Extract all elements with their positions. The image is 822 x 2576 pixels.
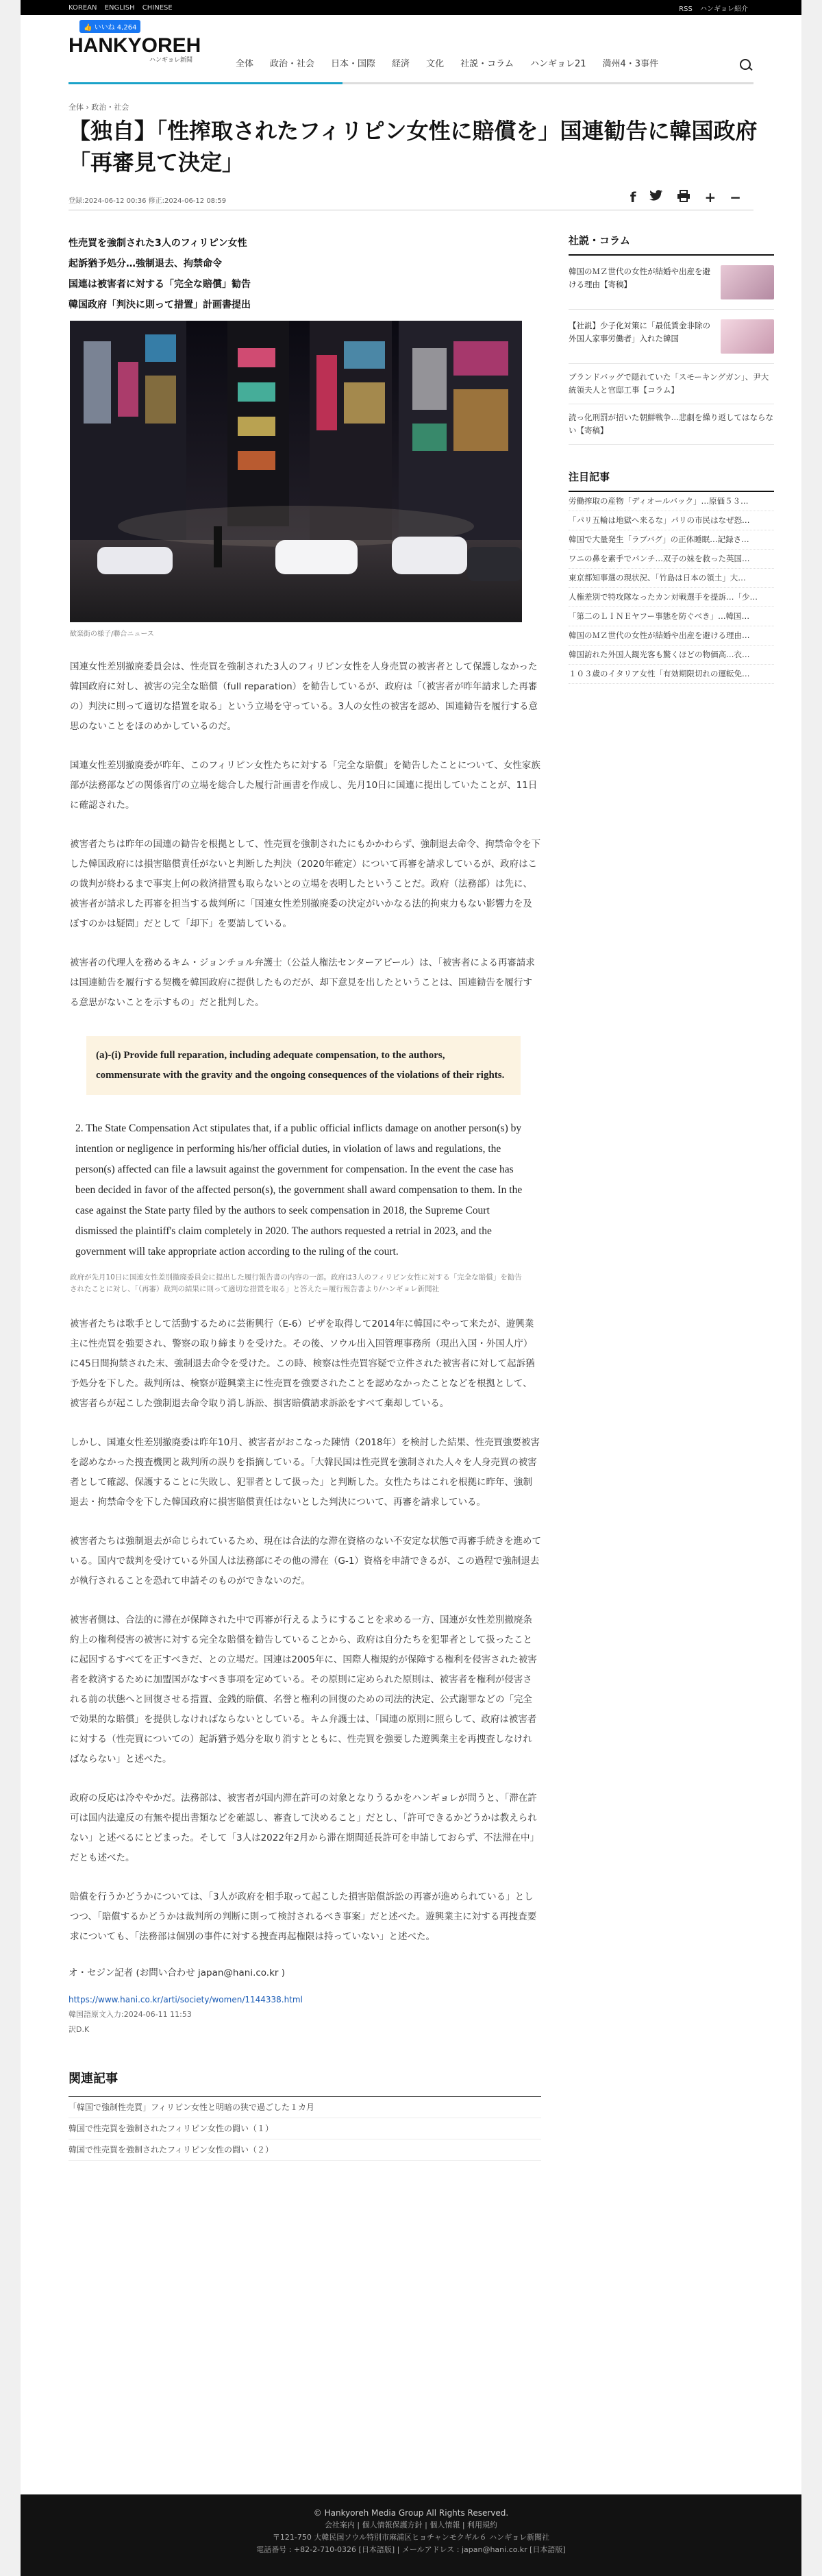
subtitle-line: 性売買を強制された3人のフィリピン女性 (68, 238, 247, 249)
quote-text: 2. The State Compensation Act stipulates that, if a public official inflicts damage on another person(s) by intention or negligence in performing his/her official duties, in violation of laws and regulations, the person(s) affected can file a lawsuit against the government for compensation. In the event the case has been decided in favor of the affected person(s), the government shall award compensation to them. In the case against the State party filed by the authors to seek compensation in 2018, the Supreme Court dismissed the plaintiff's claim completely in 2020. The authors requested a retrial in 2023, and the government will take appropriate action according to the ruling of the court. (75, 1123, 523, 1258)
related-articles (68, 2069, 541, 2161)
translator: 訳D.K (68, 2025, 90, 2034)
related-title: 関連記事 (68, 2069, 541, 2097)
site-footer (21, 2494, 801, 2576)
top-bar (21, 0, 801, 15)
nav-item-economy[interactable]: 経済 (392, 59, 410, 69)
nav-item-japan-intl[interactable]: 日本・国際 (331, 59, 376, 69)
footer-address: 〒121-750 大韓民国ソウル特別市麻浦区ヒョチャンモクギル６ ハンギョレ新聞社 (272, 2533, 550, 2542)
attention-item[interactable]: 韓国のＭＺ世代の女性が結婚や出産を避ける理由… (569, 626, 774, 646)
column-item-title: 【社説】少子化対策に「最低賃金非除の外国人家事労働者」入れた韓国 (569, 321, 710, 343)
article-paragraph: 政府の反応は冷ややかだ。法務部は、被害者が国内滞在許可の対象となりうるかをハンギョレが問うと、「滞在許可は国内法違反の有無や提出書類などを確認し、審査して決めること」だとし、「許可できるかどうかは教えられない」と述べるにとどまった。そして「3人は2022年2月から滞在期間延長許可を申請しておらず、不法滞在中」だとも述べた。 (70, 1793, 539, 1863)
article-body (68, 233, 541, 2161)
about-link[interactable]: ハンギョレ紹介 (700, 5, 748, 13)
article-subtitles (68, 233, 541, 315)
font-decrease-icon[interactable]: − (730, 189, 741, 206)
breadcrumb[interactable]: 全体 › 政治・社会 (68, 103, 129, 112)
source-date: 韓国語原文入力:2024-06-11 11:53 (68, 2010, 192, 2019)
article-paragraph: しかし、国連女性差別撤廃委は昨年10月、被害者がおこなった陳情（2018年）を検討した結果、性売買強要被害を認めなかった捜査機関と裁判所の誤りを指摘している。「大韓民国は性売買を強制された人々を人身売買の被害者として確認、保護することに失敗し、犯罪者として扱った」と判断した。女性たちはこれを根拠に昨年、強制退去・拘禁命令を下した韓国政府に損害賠償責任はないとした判決について、再審を請求している。 (70, 1437, 540, 1508)
photo-caption: 歓楽街の様子/聯合ニュース (70, 630, 154, 638)
attention-item[interactable]: 東京都知事選の現状況、「竹島は日本の領土」大… (569, 569, 774, 588)
quote-box: (a)-(i) Provide full reparation, including adequate compensation, to the authors, commensurate with the gravity and the ongoing consequences of the violations of their rights. (86, 1036, 521, 1095)
site-header (21, 15, 801, 89)
nav-item-hankyoreh21[interactable]: ハンギョレ21 (530, 59, 586, 69)
facebook-like-button[interactable]: 👍 いいね 4,264 (79, 20, 140, 33)
nav-item-jeju43[interactable]: 満州4・3事件 (602, 59, 659, 69)
column-item[interactable] (569, 256, 774, 310)
attention-heading: 注目記事 (569, 469, 774, 492)
rss-link[interactable]: RSS (679, 5, 693, 13)
site-logo[interactable]: HANKYOREH (68, 34, 201, 57)
column-text-item[interactable]: ブランドバッグで隠れていた「スモーキングガン」、尹大統領夫人と官邸工事【コラム】 (569, 364, 774, 404)
attention-item[interactable]: １０３歳のイタリア女性「有効期限切れの運転免… (569, 665, 774, 684)
attention-item[interactable]: 韓国訪れた外国人観光客も驚くほどの物価高…衣… (569, 646, 774, 665)
share-tools (630, 189, 741, 206)
article-dates: 登録:2024-06-12 00:36 修正:2024-06-12 08:59 (68, 197, 227, 205)
search-icon[interactable] (738, 58, 754, 73)
byline: オ・セジン記者 (お問い合わせ japan@hani.co.kr ) (68, 1967, 286, 1978)
attention-item[interactable]: 人権差別で特攻隊なったカン対戦選手を提訴…「少… (569, 588, 774, 607)
subtitle-line: 韓国政府「判決に則って措置」計画書提出 (68, 299, 251, 310)
font-increase-icon[interactable]: + (704, 189, 717, 206)
subtitle-line: 起訴猶予処分…強制退去、拘禁命令 (68, 258, 222, 269)
article-paragraph: 被害者たちは強制退去が命じられているため、現在は合法的な滞在資格のない不安定な状態で再審手続きを進めている。国内で裁判を受けている外国人は法務部にその他の滞在（G-1）資格を申請できるが、この過程で強制退去が執行されることを恐れて申請そのものができないのだ。 (70, 1536, 541, 1586)
lang-chinese-link[interactable]: CHINESE (142, 3, 173, 12)
twitter-icon[interactable] (649, 189, 663, 206)
column-item[interactable] (569, 310, 774, 364)
header-divider (68, 82, 754, 84)
article-paragraph: 被害者たちは昨年の国連の勧告を根拠として、性売買を強制されたにもかかわらず、強制退去命令、拘禁命令を下した韓国政府には損害賠償責任がないと判断した判決（2020年確定）について再審を請求しているが、政府はこの裁判が終わるまで事実上何の救済措置も取らないとの立場を表明したということだ。政府（法務部）は先に、被害者が請求した再審を担当する裁判所に「国連女性差別撤廃委の決定がいかなる法的拘束力もない影響力を及ぼすのかは疑問」だとして「却下」を要請している。 (70, 839, 541, 929)
sidebar (569, 233, 774, 684)
attention-item[interactable]: 韓国で大量発生「ラブバグ」の正体睡眠…記録さ… (569, 530, 774, 550)
column-thumbnail (721, 265, 774, 299)
page-frame (21, 0, 801, 2576)
columns-heading[interactable]: 社説・コラム (569, 233, 774, 256)
related-item[interactable]: 韓国で性売買を強制されたフィリピン女性の闘い（２） (68, 2139, 541, 2161)
attention-item[interactable]: 「パリ五輪は地獄へ来るな」パリの市民はなぜ怒… (569, 511, 774, 530)
lang-korean-link[interactable]: KOREAN (68, 3, 97, 12)
source-link[interactable]: https://www.hani.co.kr/arti/society/women/1144338.html (68, 1995, 303, 2004)
language-links (68, 4, 178, 12)
column-text-item[interactable]: 読っ化刑罰が招いた朝鮮戦争…悲劇を繰り返してはならない【寄稿】 (569, 404, 774, 445)
footer-copyright: © Hankyoreh Media Group All Rights Reserved. (313, 2508, 509, 2518)
main-nav (236, 56, 658, 69)
footer-links[interactable]: 会社案内 | 個人情報保護方針 | 個人情報 | 利用規約 (324, 2520, 498, 2529)
column-thumbnail (721, 319, 774, 354)
nav-item-politics[interactable]: 政治・社会 (270, 59, 315, 69)
article-paragraph: 被害者側は、合法的に滞在が保障された中で再審が行えるようにすることを求める一方、国連が女性差別撤廃条約上の権利侵害の被害に対する完全な賠償を勧告していることから、政府は自分たちを犯罪者として扱ったことに起因するすべてを正すべきだ、との立場だ。国連は2005年に、国際人権規約が保障する権利を侵害された被害者を救済するために加盟国がなすべき事項を定めている。その原則に定められた原則は、被害者を権利が侵害される前の状態へと回復させる措置、金銭的賠償、名誉と権利の回復のための司法的決定、公式謝罪などの「完全で効果的な賠償」を提供しなければならないとしている。キム弁護士は、「国連の原則に照らして、政府は被害者に対する（性売買についての）起訴猶予処分を取り消すとともに、性売買を強要した遊興業主を再捜査しなければならない」と述べた。 (70, 1615, 537, 1765)
related-item[interactable]: 韓国で性売買を強制されたフィリピン女性の闘い（１） (68, 2118, 541, 2139)
quote-caption: 政府が先月10日に国連女性差別撤廃委員会に提出した履行報告書の内容の一部。政府は3人のフィリピン女性に対する「完全な賠償」を勧告されたことに対し、「（再審）裁判の結果に則って適切な措置を取る」と答えた＝履行報告書より/ハンギョレ新聞社 (70, 1273, 522, 1293)
attention-item[interactable]: 「第二のＬＩＮＥヤフー事態を防ぐべき」…韓国… (569, 607, 774, 626)
related-item[interactable]: 「韓国で強制性売買」フィリピン女性と明暗の狭で過ごした１カ月 (68, 2097, 541, 2118)
article-paragraph: 国連女性差別撤廃委員会は、性売買を強制された3人のフィリピン女性を人身売買の被害者として保護しなかった韓国政府に対し、被害の完全な賠償（full reparation）を勧告しているが、政府は「（被害者が昨年請求した再審の）判決に則って適切な措置を取る」という立場を守っている。3人の女性の被害を認め、国連勧告を履行する意思のないことをほのめかしているのだ。 (70, 661, 538, 732)
nav-item-editorial[interactable]: 社説・コラム (460, 59, 514, 69)
article-paragraph: 国連女性差別撤廃委が昨年、このフィリピン女性たちに対する「完全な賠償」を勧告したことについて、女性家族部が法務部などの関係省庁の立場を総合した履行計画書を作成し、先月10日に国連に提出していたことが、11日に確認された。 (70, 760, 540, 811)
article-paragraph: 被害者の代理人を務めるキム・ジョンチョル弁護士（公益人権法センターアピール）は、「被害者による再審請求は国連勧告を履行する契機を韓国政府に提供したものだが、却下意見を出したということは、国連勧告を履行する意思がないことを示すもの」だと批判した。 (70, 957, 535, 1008)
site-logo-sub: ハンギョレ新聞 (149, 57, 193, 64)
article-title: 【独自】「性搾取されたフィリピン女性に賠償を」国連勧告に韓国政府「再審見て決定」 (68, 118, 758, 175)
top-right-links (679, 3, 754, 13)
footer-contact: 電話番号 : +82-2-710-0326 [日本語版] | メールアドレス : japan@hani.co.kr [日本語版] (256, 2545, 566, 2554)
print-icon[interactable] (677, 189, 690, 206)
article-photo (70, 321, 522, 622)
attention-item[interactable]: ワニの鼻を素手でパンチ…双子の妹を救った英国… (569, 550, 774, 569)
facebook-icon[interactable]: f (630, 189, 636, 206)
lang-english-link[interactable]: ENGLISH (104, 3, 135, 12)
column-item-title: 韓国のＭＺ世代の女性が結婚や出産を避ける理由【寄稿】 (569, 267, 710, 289)
nav-item-all[interactable]: 全体 (236, 59, 254, 69)
article-paragraph: 被害者たちは歌手として活動するために芸術興行（E-6）ビザを取得して2014年に韓国にやって来たが、遊興業主に性売買を強要され、警察の取り締まりを受けた。その後、ソウル出入国管理事務所（現出入国・外国人庁）に45日間拘禁された末、強制退去命令を受けた。この時、検察は性売買容疑で立件された被害者に対して起訴猶予処分を下した。裁判所は、検察が遊興業主に性売買を強要されたことを認めなかったことなどを根拠として、被害者らが起こした強制退去命令取り消し訴訟、損害賠償請求訴訟をすべて棄却している。 (70, 1318, 535, 1409)
subtitle-line: 国連は被害者に対する「完全な賠償」勧告 (68, 279, 251, 290)
nav-item-culture[interactable]: 文化 (426, 59, 445, 69)
article-paragraph: 賠償を行うかどうかについては、「3人が政府を相手取って起こした損害賠償訴訟の再審が進められている」としつつ、「賠償するかどうかは裁判所の判断に則って検討されるべき事案」だと述べた。遊興業主に対する再捜査要求についても、「法務部は個別の事件に対する捜査再起権限は持っていない」と述べた。 (70, 1891, 537, 1942)
attention-item[interactable]: 労働搾取の産物「ディオールバック」…原価５３… (569, 492, 774, 511)
